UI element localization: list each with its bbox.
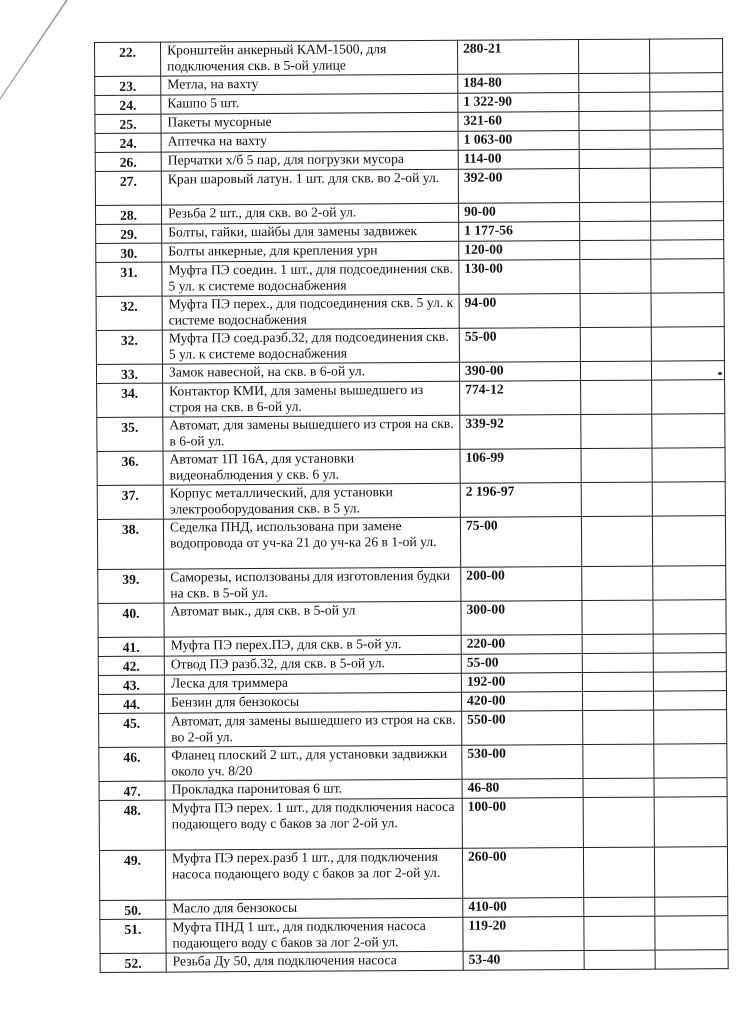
item-price: 410-00 [463,898,584,918]
empty-cell [582,600,653,634]
table-row [100,950,728,973]
item-description: Резьба Ду 50, для подключения насоса [166,951,463,972]
empty-cell [579,149,650,168]
item-description: Контактор КМИ, для замены вышедшего из строя на скв. в 6-ой ул. [163,381,460,417]
item-price: 119-20 [463,917,584,952]
item-price: 100-00 [462,798,583,849]
empty-cell [650,202,723,221]
empty-cell [653,566,726,600]
table-row [100,916,728,954]
row-number: 40. [98,603,164,637]
empty-cell [583,847,654,897]
empty-cell [584,916,655,950]
row-number: 51. [100,919,166,953]
empty-cell [652,414,725,448]
row-number: 36. [97,451,163,485]
empty-cell [584,897,655,916]
table-row [99,744,727,782]
table-row [98,566,726,604]
empty-cell [578,39,649,73]
empty-cell [580,361,651,380]
row-number: 38. [97,519,163,569]
expenses-table [94,38,729,973]
empty-cell [654,847,727,897]
table-row [97,516,725,570]
item-price: 260-00 [462,848,583,899]
row-number: 25. [95,114,161,133]
empty-cell [651,361,724,380]
empty-cell [582,653,653,672]
empty-cell [579,168,650,202]
item-description: Муфта ПЭ перех.ПЭ, для скв. в 5-ой ул. [164,635,461,656]
table-row [99,797,727,851]
item-description: Муфта ПНД 1 шт., для подключения насоса подающего воду с баков за лог 2-ой ул. [166,917,463,953]
empty-cell [650,130,723,149]
empty-cell [652,482,725,516]
empty-cell [581,380,652,414]
empty-cell [580,240,651,259]
folded-corner-fill [0,0,66,98]
item-price: 120-00 [459,241,580,261]
empty-cell [653,653,726,672]
item-price: 1 063-00 [458,131,579,151]
empty-cell [651,259,724,293]
item-description: Кронштейн анкерный КАМ-1500, для подключения скв. в 5-ой улице [161,40,458,76]
item-description: Корпус металлический, для установки электрооборудования скв. в 5 ул. [163,483,460,519]
empty-cell [655,950,728,969]
item-description: Кашпо 5 шт. [161,93,458,114]
empty-cell [582,634,653,653]
empty-cell [580,293,651,327]
item-description: Болты, гайки, шайбы для замены задвижек [162,222,459,243]
empty-cell [649,39,722,73]
item-price: 200-00 [461,567,582,602]
table-row [96,293,724,331]
empty-cell [581,516,652,566]
item-description: Перчатки х/б 5 пар, для погрузки мусора [161,150,458,171]
row-number: 44. [98,694,164,713]
empty-cell [653,600,726,634]
item-price: 530-00 [462,745,583,780]
table-body [95,39,729,973]
item-price: 46-80 [462,779,583,799]
item-price: 420-00 [461,692,582,712]
empty-cell [650,149,723,168]
item-description: Замок навесной, на скв. в 6-ой ул. [162,362,459,383]
row-number: 27. [95,171,161,205]
row-number: 52. [100,953,166,972]
item-description: Автомат вык., для скв. в 5-ой ул [164,601,461,637]
item-price: 53-40 [463,951,584,971]
empty-cell [651,293,724,327]
row-number: 24. [95,133,161,152]
empty-cell [650,168,723,202]
item-description: Муфта ПЭ перех.разб 1 шт., для подключения насоса подающего воду с баков за лог 2-ой ул. [165,848,462,900]
empty-cell [583,710,654,744]
empty-cell [651,221,724,240]
row-number: 28. [95,205,161,224]
empty-cell [651,240,724,259]
empty-cell [650,92,723,111]
row-number: 45. [99,713,165,747]
row-number: 23. [95,76,161,95]
empty-cell [651,327,724,361]
table-row [98,600,726,638]
item-price: 1 177-56 [459,222,580,242]
empty-cell [653,634,726,653]
row-number: 29. [96,224,162,243]
row-number: 49. [99,850,165,900]
table-row [95,168,723,206]
empty-cell [655,897,728,916]
empty-cell [580,259,651,293]
empty-cell [579,130,650,149]
empty-cell [654,797,727,847]
item-price: 192-00 [461,673,582,693]
row-number: 47. [99,781,165,800]
table-row [95,39,723,77]
item-price: 55-00 [461,654,582,674]
empty-cell [581,414,652,448]
row-number: 50. [100,900,166,919]
item-description: Муфта ПЭ перех., для подсоединения скв. 5 ул. к системе водоснабжения [162,294,459,330]
empty-cell [653,691,726,710]
row-number: 26. [95,152,161,171]
item-price: 550-00 [462,711,583,746]
table-row [97,482,725,520]
item-description: Пакеты мусорные [161,112,458,133]
empty-cell [652,448,725,482]
table-row [96,327,724,365]
item-description: Автомат, для замены вышедшего из строя на скв. во 2-ой ул. [165,711,462,747]
empty-cell [582,691,653,710]
empty-cell [582,672,653,691]
empty-cell [654,744,727,778]
item-price: 130-00 [459,260,580,295]
row-number: 35. [97,417,163,451]
item-price: 339-92 [460,415,581,450]
item-price: 774-12 [460,381,581,416]
item-price: 90-00 [458,203,579,223]
empty-cell [584,950,655,969]
item-price: 114-00 [458,150,579,170]
item-description: Прокладка паронитовая 6 шт. [165,779,462,800]
table-row [97,414,725,452]
item-price: 106-99 [460,449,581,484]
empty-cell [579,111,650,130]
table-row [96,259,724,297]
row-number: 22. [95,42,161,76]
empty-cell [583,778,654,797]
empty-cell [581,482,652,516]
row-number: 34. [97,383,163,417]
empty-cell [653,672,726,691]
empty-cell [650,111,723,130]
table-row [97,380,725,418]
table-row [97,448,725,486]
empty-cell [579,202,650,221]
empty-cell [654,778,727,797]
row-number: 32. [96,330,162,364]
item-price: 55-00 [459,328,580,363]
item-price: 220-00 [461,635,582,655]
empty-cell [579,92,650,111]
row-number: 24. [95,95,161,114]
row-number: 32. [96,296,162,330]
item-description: Муфта ПЭ соедин. 1 шт., для подсоединения скв. 5 ул. к системе водоснабжения [162,260,459,296]
row-number: 48. [99,800,165,850]
item-description: Муфта ПЭ соед.разб.32, для подсоединения скв. 5 ул. к системе водоснабжения [162,328,459,364]
row-number: 46. [99,747,165,781]
item-price: 2 196-97 [460,483,581,518]
item-description: Кран шаровый латун. 1 шт. для скв. во 2-ой ул. [161,169,458,205]
item-description: Саморезы, исползованы для изготовления будки на скв. в 5-ой ул. [164,567,461,603]
row-number: 30. [96,243,162,262]
item-description: Болты анкерные, для крепления урн [162,241,459,262]
item-price: 392-00 [458,169,579,204]
empty-cell [652,380,725,414]
item-description: Автомат, для замены вышедшего из строя на скв. в 6-ой ул. [163,415,460,451]
item-description: Масло для бензокосы [166,898,463,919]
table-row [99,710,727,748]
row-number: 42. [98,656,164,675]
item-description: Аптечка на вахту [161,131,458,152]
row-number: 37. [97,485,163,519]
row-number: 31. [96,262,162,296]
row-number: 41. [98,637,164,656]
table-row [99,847,727,901]
item-price: 1 322-90 [458,93,579,113]
empty-cell [654,710,727,744]
item-description: Автомат 1П 16А, для установки видеонаблюдения у скв. 6 ул. [163,449,460,485]
row-number: 43. [98,675,164,694]
item-description: Метла, на вахту [161,74,458,95]
item-description: Седелка ПНД, использована при замене водопровода от уч-ка 21 до уч-ка 26 в 1-ой ул. [163,517,460,569]
item-price: 300-00 [461,601,582,636]
item-description: Фланец плоский 2 шт., для установки задвижки около уч. 8/20 [165,745,462,781]
empty-cell [583,797,654,847]
item-price: 184-80 [458,74,579,94]
item-price: 321-60 [458,112,579,132]
empty-cell [580,221,651,240]
item-price: 390-00 [459,362,580,382]
empty-cell [579,73,650,92]
empty-cell [581,448,652,482]
empty-cell [580,327,651,361]
empty-cell [655,916,728,950]
item-price: 94-00 [459,294,580,329]
empty-cell [583,744,654,778]
item-description: Муфта ПЭ перех. 1 шт., для подключения насоса подающего воду с баков за лог 2-ой ул. [165,798,462,850]
item-description: Бензин для бензокосы [164,692,461,713]
empty-cell [582,566,653,600]
item-description: Резьба 2 шт., для скв. во 2-ой ул. [161,203,458,224]
item-description: Леска для триммера [164,673,461,694]
row-number: 33. [96,364,162,383]
item-price: 75-00 [460,517,581,568]
item-price: 280-21 [457,40,578,75]
item-description: Отвод ПЭ разб.32, для скв. в 5-ой ул. [164,654,461,675]
empty-cell [650,73,723,92]
empty-cell [652,516,725,566]
row-number: 39. [98,569,164,603]
